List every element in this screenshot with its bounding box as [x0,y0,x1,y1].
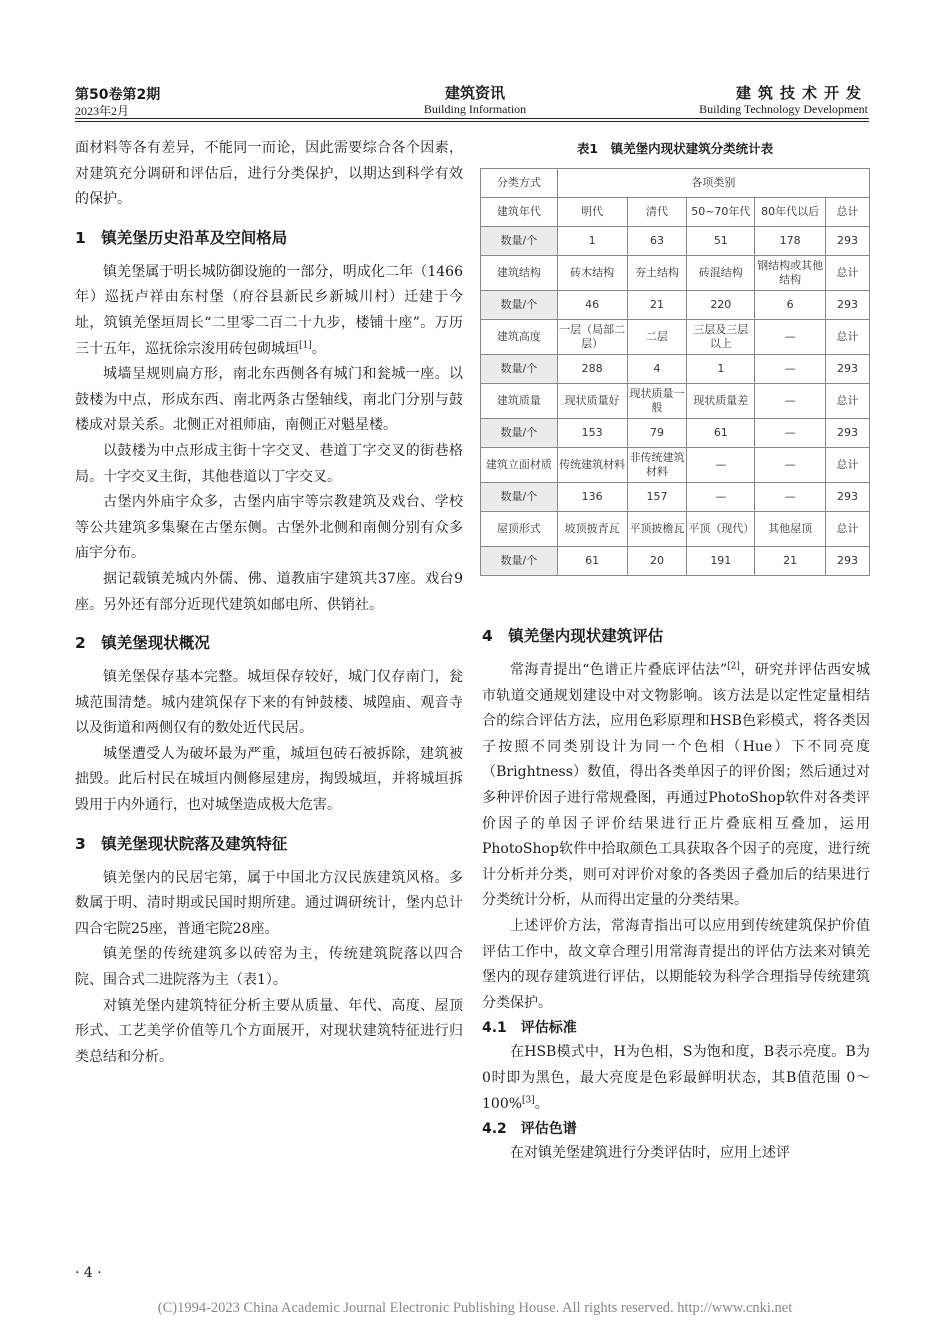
subsection-heading-4-1: 4.1 评估标准 [482,1020,577,1037]
header-rule-thin [75,121,869,122]
table-cell: 一层（局部二层） [557,320,627,355]
table-cell: 建筑年代 [481,198,558,227]
subsection-heading-4-2: 4.2 评估色谱 [482,1121,577,1138]
paragraph: 镇羌堡属于明长城防御设施的一部分，明成化二年（1466年）巡抚卢祥由东村堡（府谷县新民乡新城川村）迁建于今址，筑镇羌堡垣周长“二里零二百二十九步，楼铺十座”。万历三十五年，巡抚徐宗浚用砖包砌城垣[1]。 [75,263,463,357]
table-cell: 其他屋顶 [755,512,826,547]
table-cell: 数量/个 [481,291,558,320]
paragraph: 镇羌堡的传统建筑多以砖窑为主，传统建筑院落以四合院、围合式二进院落为主（表1）。 [75,946,463,989]
paragraph: 镇羌堡内的民居宅第，属于中国北方汉民族建筑风格。多数属于明、清时期或民国时期所建。通过调研统计，堡内总计四合宅院25座，普通宅院28座。 [75,869,463,937]
table-caption: 表1 镇羌堡内现状建筑分类统计表 [576,141,774,156]
table-cell: 293 [826,483,870,512]
table-cell: — [687,483,755,512]
table-cell: — [755,320,826,355]
table-cell: 总计 [826,384,870,419]
table-cell: 非传统建筑材料 [627,448,687,483]
right-column [482,623,870,1167]
table-cell: 现状质量差 [687,384,755,419]
paragraph: 城堡遭受人为破坏最为严重，城垣包砖石被拆除，建筑被拙毁。此后村民在城垣内侧修屋建房，掏毁城垣，并将城垣拆毁用于内外通行，也对城堡造成极大危害。 [75,745,463,814]
section-heading-1: 1 镇羌堡历史沿革及空间格局 [75,228,288,247]
table-cell: 51 [687,227,755,256]
table-cell: 191 [687,547,755,576]
copyright-footer: (C)1994-2023 China Academic Journal Electronic Publishing House. All rights reserved. http://www.cnki.net [157,1300,793,1316]
left-column [75,136,463,1070]
paragraph: 常海青提出“色谱正片叠底评估法”[2]，研究并评估西安城市轨道交通规划建设中对文物影响。该方法是以定性定量相结合的综合评估方法，应用色彩原理和HSB色彩模式，将各类因子按照不同类别设计为同一个色相（Hue）下不同亮度（Brightness）数值，得出各类单因子的评价图；然后通过对多种评价因子进行常规叠图，再通过PhotoShop软件对各类评价因子的单因子评价结果进行正片叠底相互叠加，运用PhotoShop软件中拾取颜色工具获取各个因子的亮度，进行统计分析并分类，则可对评价对象的各类因子叠加后的结果进行分类统计分析，从而得出定量的分类结果。 [482,661,870,909]
table-cell: 61 [687,419,755,448]
section-heading-3: 3 镇羌堡现状院落及建筑特征 [75,834,288,853]
page-number: · 4 · [75,1265,102,1281]
table-cell: 数量/个 [481,419,558,448]
column-title: 建筑技术开发 [735,84,868,102]
paragraph: 上述评价方法，常海青指出可以应用到传统建筑保护价值评估工作中，故文章合理引用常海青提出的评估方法来对镇羌堡内的现存建筑进行评估，以期能较为科学合理指导传统建筑分类保护。 [482,917,870,1011]
header-rule [75,118,869,119]
table-cell: 屋顶形式 [481,512,558,547]
table-cell: 20 [627,547,687,576]
table-cell: — [755,384,826,419]
statistics-table [480,168,870,576]
table-cell: — [755,448,826,483]
table-cell: 80年代以后 [755,198,826,227]
table-cell: 现状质量一般 [627,384,687,419]
table-cell: 钢结构或其他结构 [755,256,826,291]
paragraph: 古堡内外庙宇众多，古堡内庙宇等宗教建筑及戏台、学校等公共建筑多集聚在古堡东侧。古堡外北侧和南侧分别有众多庙宇分布。 [75,494,463,562]
journal-volume: 第50卷第2期 [75,87,161,103]
table-cell: 21 [627,291,687,320]
table-cell: 坡顶披青瓦 [557,512,627,547]
table-cell: 79 [627,419,687,448]
table-cell: 21 [755,547,826,576]
table-cell: 清代 [627,198,687,227]
table-cell: 总计 [826,256,870,291]
table-cell: 建筑质量 [481,384,558,419]
paragraph: 以鼓楼为中点形成主街十字交叉、巷道丁字交叉的街巷格局。十字交叉主街，其他巷道以丁字交叉。 [75,442,463,485]
table-cell: 50~70年代 [687,198,755,227]
table-cell: 数量/个 [481,547,558,576]
table-cell: 293 [826,547,870,576]
paragraph: 对镇羌堡内建筑特征分析主要从质量、年代、高度、屋顶形式、工艺美学价值等几个方面展开，对现状建筑特征进行归类总结和分析。 [75,997,463,1065]
table-cell: 6 [755,291,826,320]
paragraph: 在HSB模式中，H为色相，S为饱和度，B表示亮度。B为0时即为黑色，最大亮度是色彩最鲜明状态，其B值范围 0～100%[3]。 [482,1044,870,1112]
table-cell: 夯土结构 [627,256,687,291]
table-cell: 平顶（现代） [687,512,755,547]
table-cell: 平顶披檐瓦 [627,512,687,547]
table-cell: 数量/个 [481,355,558,384]
table-cell: 数量/个 [481,483,558,512]
table-cell: 建筑立面材质 [481,448,558,483]
table-cell: 4 [627,355,687,384]
journal-title: 建筑资讯 [444,84,505,102]
table-cell: 293 [826,291,870,320]
table-cell: 数量/个 [481,227,558,256]
table-cell: — [687,448,755,483]
table-cell: 现状质量好 [557,384,627,419]
table-head-cell: 分类方式 [481,169,558,198]
column-title-en: Building Technology Development [699,102,868,116]
table-cell: 1 [557,227,627,256]
citation: [1] [299,339,312,350]
table-cell: 总计 [826,198,870,227]
paragraph: 在对镇羌堡建筑进行分类评估时，应用上述评 [510,1145,790,1162]
table-cell: 61 [557,547,627,576]
table-cell: 建筑高度 [481,320,558,355]
section-heading-4: 4 镇羌堡内现状建筑评估 [482,627,664,645]
table-cell: — [755,419,826,448]
paragraph: 镇羌堡保存基本完整。城垣保存较好，城门仅存南门，瓮城范围清楚。城内建筑保存下来的有钟鼓楼、城隍庙、观音寺以及街道和两侧仅有的数处近代民居。 [75,669,463,737]
table-cell: 220 [687,291,755,320]
table-cell: 传统建筑材料 [557,448,627,483]
table-cell: 1 [687,355,755,384]
table-cell: 明代 [557,198,627,227]
section-heading-2: 2 镇羌堡现状概况 [75,634,210,653]
table-cell: 砖木结构 [557,256,627,291]
table-cell: 136 [557,483,627,512]
table-cell: 293 [826,355,870,384]
table-cell: 总计 [826,448,870,483]
table-cell: 157 [627,483,687,512]
table-cell: 砖混结构 [687,256,755,291]
table-cell: 三层及三层以上 [687,320,755,355]
paragraph: 城墙呈规则扁方形，南北东西侧各有城门和瓮城一座。以鼓楼为中点，形成东西、南北两条古堡轴线，南北门分别与鼓楼成对景关系。北侧正对祖师庙，南侧正对魁星楼。 [75,366,463,434]
table-cell: 46 [557,291,627,320]
journal-title-en: Building Information [423,102,527,116]
paragraph: 据记载镇羌城内外儒、佛、道教庙宇建筑共37座。戏台9座。另外还有部分近现代建筑如邮电所、供销社。 [75,570,463,613]
table-cell: 153 [557,419,627,448]
table-cell: 293 [826,227,870,256]
table-cell: 二层 [627,320,687,355]
table-cell: 建筑结构 [481,256,558,291]
citation: [2] [727,661,740,672]
table-head-cell: 各项类别 [557,169,869,198]
table-cell: 288 [557,355,627,384]
paragraph: 面材料等各有差异，不能同一而论，因此需要综合各个因素，对建筑充分调研和评估后，进行分类保护，以期达到科学有效的保护。 [75,140,463,208]
table-cell: 总计 [826,320,870,355]
table-cell: 63 [627,227,687,256]
journal-date: 2023年2月 [75,104,130,118]
table-cell: 总计 [826,512,870,547]
table-cell: 293 [826,419,870,448]
table-cell: — [755,355,826,384]
table-cell: — [755,483,826,512]
table-cell: 178 [755,227,826,256]
citation: [3] [522,1094,535,1105]
